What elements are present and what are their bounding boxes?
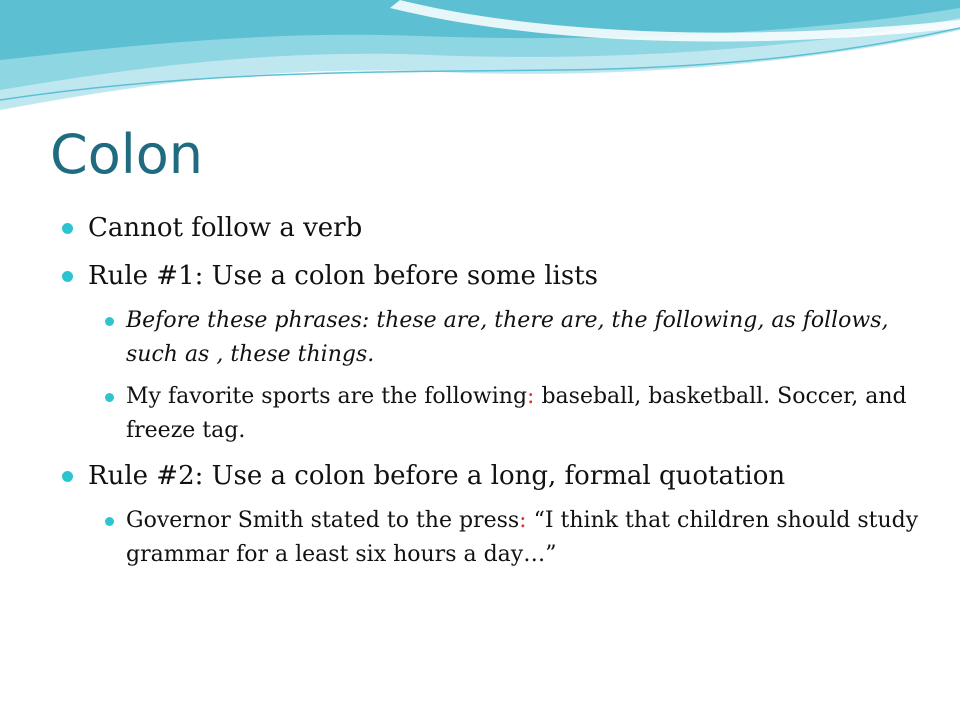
sub-bullet-phrases xyxy=(60,304,920,372)
sub-bullet-list-rule-1 xyxy=(60,304,920,448)
bullet-list xyxy=(60,208,920,580)
example-text-after-colon: baseball, basketball. Soccer, and freeze tag. xyxy=(126,384,907,443)
sub-bullet-list-rule-2 xyxy=(60,504,920,572)
sub-bullet-text: Before these phrases: these are, there are, the following, as follows, such as , these things. xyxy=(126,308,889,367)
sub-bullet-sports-example xyxy=(60,380,920,448)
bullet-text: Rule #1: Use a colon before some lists xyxy=(88,261,598,291)
bullet-text: Rule #2: Use a colon before a long, formal quotation xyxy=(88,461,786,491)
bullet-icon xyxy=(62,223,73,234)
bullet-icon xyxy=(62,471,73,482)
sub-bullet-icon xyxy=(105,393,114,402)
bullet-item-rule-2 xyxy=(60,456,920,496)
example-text-before-colon: My favorite sports are the following xyxy=(126,384,528,409)
bullet-text: Cannot follow a verb xyxy=(88,213,363,243)
sub-bullet-quotation-example xyxy=(60,504,920,572)
example-text-before-colon: Governor Smith stated to the press xyxy=(126,508,520,533)
bullet-item-rule-1 xyxy=(60,256,920,296)
highlighted-colon: : xyxy=(519,508,527,533)
sub-bullet-icon xyxy=(105,517,114,526)
example-text-after-colon: “I think that children should study grammar for a least six hours a day…” xyxy=(126,508,919,567)
sub-bullet-icon xyxy=(105,317,114,326)
highlighted-colon: : xyxy=(527,384,535,409)
bullet-icon xyxy=(62,271,73,282)
slide-title: Colon xyxy=(50,123,204,186)
bullet-item-cannot-follow-verb xyxy=(60,208,920,248)
decorative-wave-banner xyxy=(0,0,960,115)
